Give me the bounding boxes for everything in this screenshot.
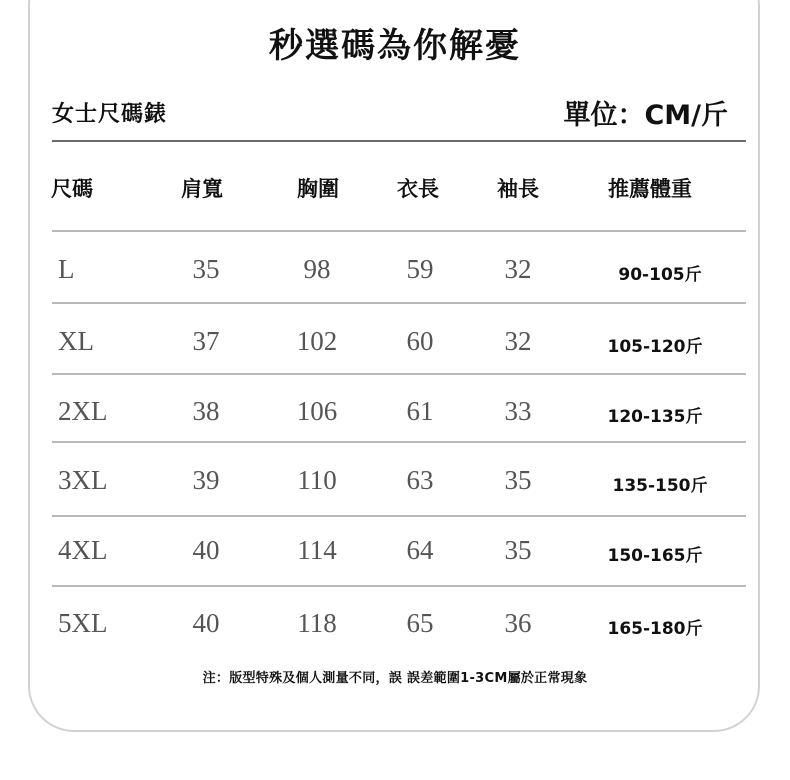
table-name: 女士尺碼錶 [52, 102, 168, 127]
row-divider [52, 585, 746, 587]
cell-length: 59 [406, 254, 434, 284]
table-row [0, 608, 790, 648]
cell-length: 61 [406, 396, 434, 426]
row-divider [52, 515, 746, 517]
cell-size: XL [58, 326, 94, 356]
cell-weight: 165-180斤 [607, 619, 703, 639]
cell-chest: 106 [296, 396, 338, 426]
cell-length: 63 [406, 465, 434, 495]
cell-length: 64 [406, 535, 434, 565]
cell-weight: 105-120斤 [607, 337, 703, 357]
row-divider [52, 441, 746, 443]
cell-shoulder: 37 [192, 326, 220, 356]
cell-weight: 135-150斤 [612, 476, 708, 496]
table-row [0, 535, 790, 575]
cell-shoulder: 39 [192, 465, 220, 495]
row-divider [52, 230, 746, 232]
col-header-chest: 胸圍 [297, 177, 339, 201]
cell-shoulder: 40 [192, 608, 220, 638]
cell-chest: 110 [297, 465, 337, 495]
cell-chest: 118 [297, 608, 337, 638]
cell-chest: 98 [303, 254, 331, 284]
cell-shoulder: 35 [192, 254, 220, 284]
row-divider [52, 373, 746, 375]
col-header-length: 衣長 [397, 177, 439, 201]
cell-size: 4XL [58, 535, 108, 565]
cell-weight: 90-105斤 [618, 265, 702, 285]
col-header-shoulder: 肩寬 [181, 177, 223, 201]
cell-shoulder: 38 [192, 396, 220, 426]
table-row [0, 465, 790, 505]
header-divider [52, 140, 746, 142]
cell-shoulder: 40 [192, 535, 220, 565]
col-header-sleeve: 袖長 [497, 177, 539, 201]
unit-label: 單位：CM/斤 [563, 100, 728, 131]
col-header-weight: 推薦體重 [608, 177, 692, 201]
cell-weight: 120-135斤 [607, 407, 703, 427]
col-header-size: 尺碼 [51, 177, 93, 201]
page-title: 秒選碼為你解憂 [269, 26, 521, 66]
cell-sleeve: 36 [504, 608, 532, 638]
cell-sleeve: 35 [504, 465, 532, 495]
footnote: 注：版型特殊及個人測量不同，誤 誤差範圍1-3CM屬於正常現象 [202, 671, 588, 686]
cell-sleeve: 32 [504, 326, 532, 356]
cell-chest: 102 [296, 326, 338, 356]
cell-weight: 150-165斤 [607, 546, 703, 566]
cell-sleeve: 35 [504, 535, 532, 565]
cell-sleeve: 32 [504, 254, 532, 284]
table-row [0, 396, 790, 436]
cell-length: 60 [406, 326, 434, 356]
cell-size: 2XL [58, 396, 108, 426]
cell-chest: 114 [297, 535, 337, 565]
table-row [0, 254, 790, 294]
cell-size: L [58, 254, 75, 284]
cell-size: 5XL [58, 608, 108, 638]
cell-sleeve: 33 [504, 396, 532, 426]
table-row [0, 326, 790, 366]
cell-length: 65 [406, 608, 434, 638]
row-divider [52, 302, 746, 304]
cell-size: 3XL [58, 465, 108, 495]
